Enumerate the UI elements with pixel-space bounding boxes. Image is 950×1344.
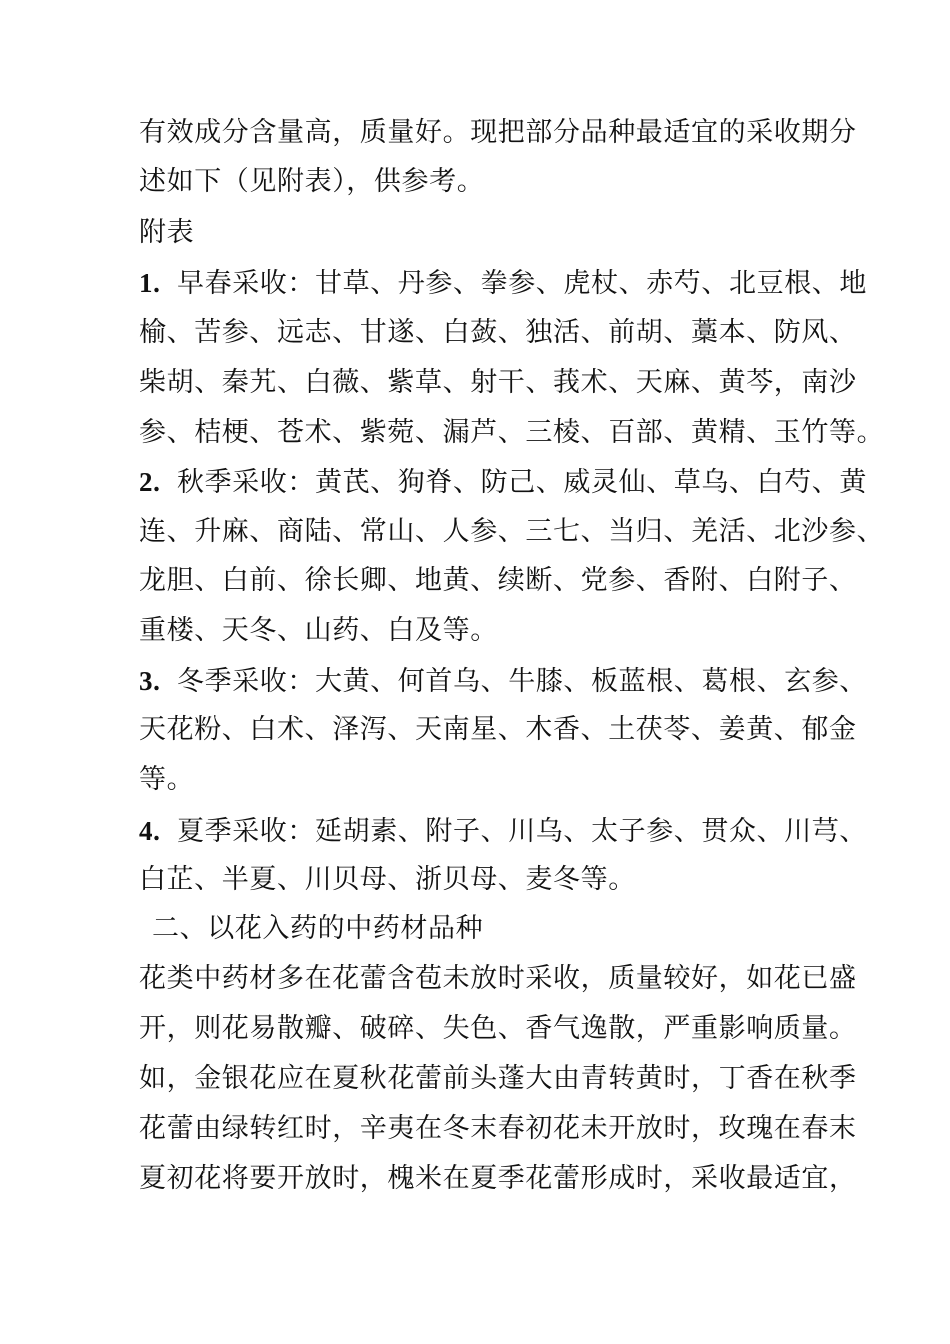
list-item-1-line-1 [139, 268, 867, 299]
list-number-2: 2. [139, 467, 161, 497]
list-item-1-line-3: 柴胡、秦艽、白薇、紫草、射干、莪术、天麻、黄芩，南沙 [139, 367, 857, 398]
paragraph-line-4: 花蕾由绿转红时，辛夷在冬末春初花未开放时，玫瑰在春末 [139, 1113, 857, 1144]
list-item-1-line-4: 参、桔梗、苍术、紫菀、漏芦、三棱、百部、黄精、玉竹等。 [139, 417, 885, 448]
paragraph-line-5: 夏初花将要开放时，槐米在夏季花蕾形成时，采收最适宜， [139, 1163, 857, 1194]
list-item-3-text: 冬季采收：大黄、何首乌、牛膝、板蓝根、葛根、玄参、 [177, 666, 867, 697]
paragraph-line-2: 开，则花易散瓣、破碎、失色、香气逸散，严重影响质量。 [139, 1013, 857, 1044]
list-item-2-line-4: 重楼、天冬、山药、白及等。 [139, 615, 498, 646]
list-item-3-line-1 [139, 666, 867, 697]
paragraph-line-3: 如，金银花应在夏秋花蕾前头蓬大由青转黄时，丁香在秋季 [139, 1063, 857, 1094]
list-item-4-line-1 [139, 816, 867, 847]
list-item-3-line-2: 天花粉、白术、泽泻、天南星、木香、土茯苓、姜黄、郁金 [139, 714, 857, 745]
paragraph-line-1: 花类中药材多在花蕾含苞未放时采收，质量较好，如花已盛 [139, 963, 857, 994]
list-item-1-line-2: 榆、苦参、远志、甘遂、白蔹、独活、前胡、藁本、防风、 [139, 317, 857, 348]
list-item-4-line-2: 白芷、半夏、川贝母、浙贝母、麦冬等。 [139, 864, 636, 895]
list-item-2-line-3: 龙胆、白前、徐长卿、地黄、续断、党参、香附、白附子、 [139, 565, 857, 596]
list-number-1: 1. [139, 268, 161, 298]
text-line-2: 述如下（见附表），供参考。 [139, 166, 485, 197]
list-item-2-line-1 [139, 467, 867, 498]
list-number-3: 3. [139, 666, 161, 696]
appendix-heading: 附表 [139, 217, 195, 248]
list-item-2-text: 秋季采收：黄芪、狗脊、防己、威灵仙、草乌、白芍、黄 [177, 467, 867, 498]
list-item-4-text: 夏季采收：延胡素、附子、川乌、太子参、贯众、川芎、 [177, 816, 867, 847]
list-number-4: 4. [139, 816, 161, 846]
list-item-3-line-3: 等。 [139, 764, 195, 795]
list-item-1-text: 早春采收：甘草、丹参、拳参、虎杖、赤芍、北豆根、地 [177, 268, 867, 299]
list-item-2-line-2: 连、升麻、商陆、常山、人参、三七、当归、羌活、北沙参、 [139, 516, 885, 547]
section-heading: 二、以花入药的中药材品种 [152, 913, 484, 944]
text-line-1: 有效成分含量高，质量好。现把部分品种最适宜的采收期分 [139, 117, 857, 148]
